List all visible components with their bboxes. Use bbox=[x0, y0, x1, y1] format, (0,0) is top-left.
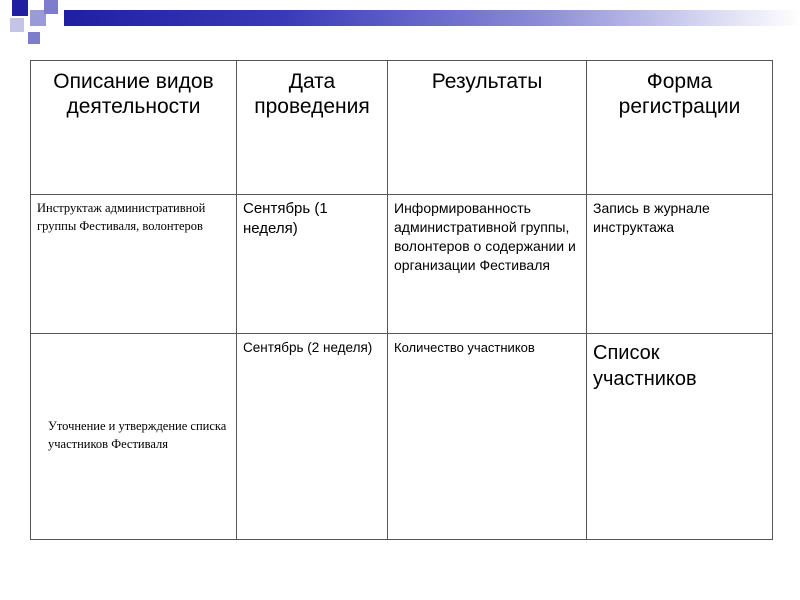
cell-date bbox=[237, 195, 388, 334]
decorative-square-small bbox=[28, 32, 40, 44]
header-registration-form: Форма регистрации bbox=[587, 61, 773, 195]
activity-text: Уточнение и утверждение списка участников Фестиваля bbox=[48, 419, 227, 451]
cell-form bbox=[587, 195, 773, 334]
result-text: Количество участников bbox=[394, 340, 535, 355]
decorative-gradient-bar bbox=[64, 10, 800, 26]
cell-activity bbox=[31, 195, 237, 334]
header-results: Результаты bbox=[388, 61, 587, 195]
table-row bbox=[31, 195, 773, 334]
header-activity: Описание видов деятельности bbox=[31, 61, 237, 195]
date-text: Сентябрь (2 неделя) bbox=[243, 340, 373, 355]
header-date: Дата проведения bbox=[237, 61, 388, 195]
cell-form bbox=[587, 334, 773, 540]
cell-activity bbox=[31, 334, 237, 540]
decorative-square-mid bbox=[44, 0, 58, 14]
form-text: Запись в журнале инструктажа bbox=[593, 200, 710, 235]
date-text: Сентябрь (1 неделя) bbox=[243, 200, 328, 237]
decorative-square-dark bbox=[12, 0, 28, 16]
cell-date bbox=[237, 334, 388, 540]
activity-text: Инструктаж административной группы Фестиваля, волонтеров bbox=[37, 201, 206, 233]
decorative-square-pale bbox=[10, 18, 24, 32]
form-text: Список участников bbox=[593, 342, 697, 390]
schedule-table bbox=[30, 60, 773, 540]
result-text: Информированность административной группы, волонтеров о содержании и организации Фестиваля bbox=[394, 200, 576, 273]
table-header-row bbox=[31, 61, 773, 195]
cell-result bbox=[388, 195, 587, 334]
cell-result bbox=[388, 334, 587, 540]
table-row bbox=[31, 334, 773, 540]
header-decoration bbox=[0, 0, 800, 60]
